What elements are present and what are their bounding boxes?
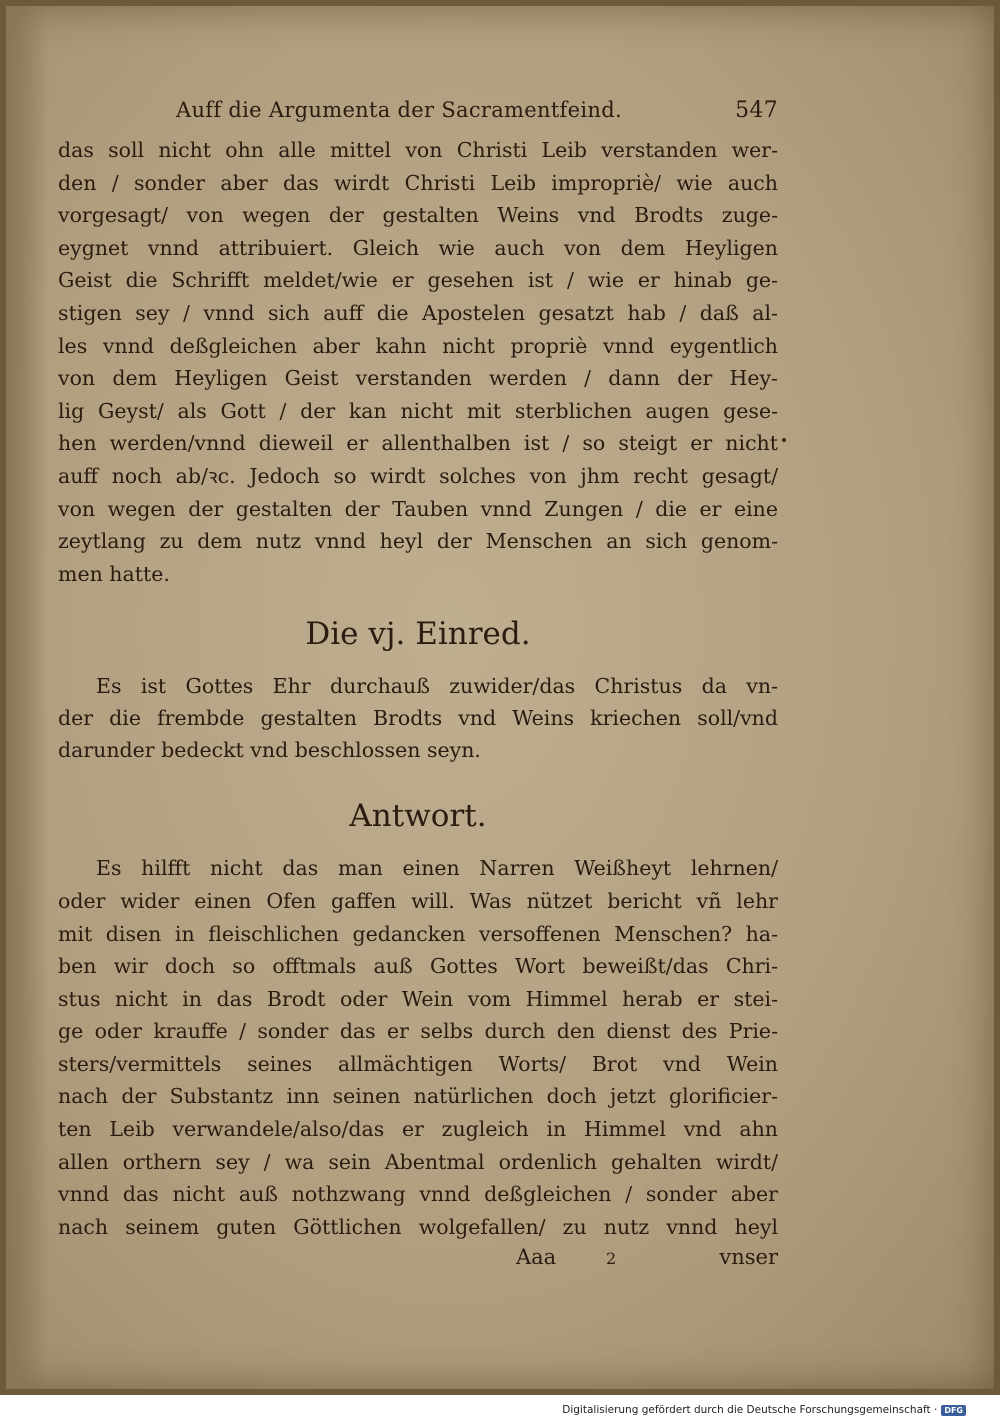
paragraph-3: [58, 852, 778, 1243]
page-spine-shadow: [6, 6, 48, 1389]
text-line: vnnd das nicht auß nothzwang vnnd deßgleichen / sonder aber: [58, 1182, 778, 1207]
text-line: les vnnd deßgleichen aber kahn nicht propriè vnnd eygentlich: [58, 333, 778, 358]
text-line: darunder bedeckt vnd beschlossen seyn.: [58, 738, 481, 763]
running-head: [58, 98, 778, 134]
text-line: lig Geyst/ als Gott / der kan nicht mit sterblichen augen gese-: [58, 398, 778, 423]
text-line: nach seinem guten Göttlichen wolgefallen/ zu nutz vnnd heyl: [58, 1214, 778, 1239]
text-line: nach der Substantz inn seinen natürlichen doch jetzt glorificier-: [58, 1084, 778, 1109]
text-line: sters/vermittels seines allmächtigen Worts/ Brot vnd Wein: [58, 1051, 778, 1076]
text-line: von dem Heyligen Geist verstanden werden / dann der Hey-: [58, 366, 778, 391]
catchword: vnser: [719, 1245, 778, 1270]
digitization-credit: [562, 1404, 966, 1416]
paragraph-2: [58, 670, 778, 766]
text-line: der die frembde gestalten Brodts vnd Weins kriechen soll/vnd: [58, 706, 778, 731]
text-line: das soll nicht ohn alle mittel von Christi Leib verstanden wer-: [58, 138, 778, 162]
section-heading-antwort: Antwort.: [349, 798, 487, 835]
signature-number: 2: [606, 1249, 617, 1269]
text-line: men hatte.: [58, 561, 170, 586]
text-line: eygnet vnnd attribuiert. Gleich wie auch von dem Heyligen: [58, 235, 778, 260]
section-heading-einred: Die vj. Einred.: [305, 616, 531, 653]
text-line: stus nicht in das Brodt oder Wein vom Himmel herab er stei-: [58, 986, 778, 1011]
text-line: ge oder krauffe / sonder das er selbs durch den dienst des Prie-: [58, 1019, 778, 1044]
page-number: 547: [735, 98, 778, 123]
text-line: von wegen der gestalten der Tauben vnnd Zungen / die er eine: [58, 496, 778, 521]
dfg-logo-icon: DFG: [941, 1405, 966, 1416]
text-line: ten Leib verwandele/also/das er zugleich in Himmel vnd ahn: [58, 1117, 778, 1142]
text-line: ben wir doch so offtmals auß Gottes Wort beweißt/das Chri-: [58, 954, 778, 979]
book-page: [6, 6, 994, 1389]
text-line: Geist die Schrifft meldet/wie er gesehen ist / wie er hinab ge-: [58, 268, 778, 293]
page-text: [58, 98, 778, 1279]
text-line: allen orthern sey / wa sein Abentmal ordenlich gehalten wirdt/: [58, 1149, 778, 1174]
text-line: zeytlang zu dem nutz vnnd heyl der Menschen an sich genom-: [58, 529, 778, 554]
text-line: mit disen in fleischlichen gedancken versoffenen Menschen? ha-: [58, 921, 778, 946]
text-line: Es hilfft nicht das man einen Narren Weißheyt lehrnen/: [96, 856, 778, 881]
text-line: Es ist Gottes Ehr durchauß zuwider/das Christus da vn-: [96, 674, 778, 699]
text-line: auff noch ab/ꝛc. Jedoch so wirdt solches von jhm recht gesagt/: [58, 463, 778, 488]
page-footer-line: [58, 1245, 778, 1279]
text-line: vorgesagt/ von wegen der gestalten Weins vnd Brodts zuge-: [58, 203, 778, 228]
text-line: den / sonder aber das wirdt Christi Leib impropriè/ wie auch: [58, 170, 778, 195]
digitization-credit-text: Digitalisierung gefördert durch die Deutsche Forschungsgemeinschaft ·: [562, 1404, 938, 1416]
text-line: hen werden/vnnd dieweil er allenthalben ist / so steigt er nicht: [58, 431, 778, 456]
text-line: stigen sey / vnnd sich auff die Apostelen gesatzt hab / daß al-: [58, 300, 778, 325]
ink-mark: [782, 438, 786, 442]
signature-mark: Aaa: [516, 1245, 557, 1270]
paragraph-1: [58, 134, 778, 590]
running-head-title: Auff die Argumenta der Sacramentfeind.: [176, 98, 622, 122]
text-line: oder wider einen Ofen gaffen will. Was nützet bericht vñ lehr: [58, 888, 778, 913]
